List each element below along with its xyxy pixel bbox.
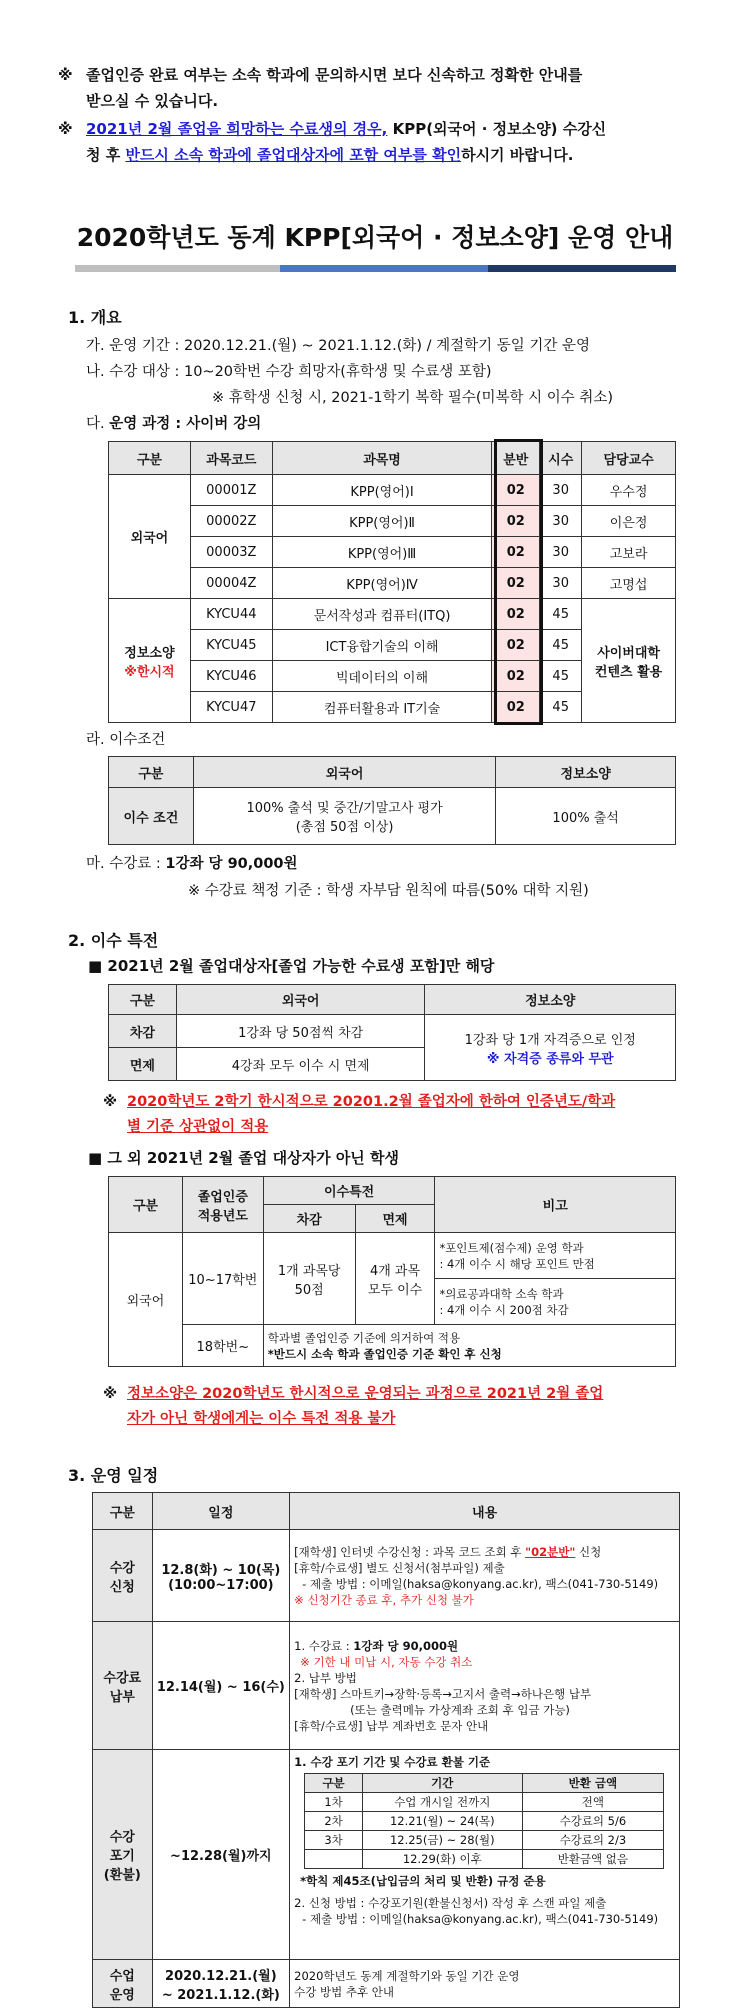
t1-info [425, 1015, 676, 1081]
course-section: 02 [492, 568, 540, 599]
s2-warn-1-line2: 별 기준 상관없이 적용 [127, 1119, 269, 1135]
s3-r3-l4: - 제출 방법 : 이메일(haksa@konyang.ac.kr), 팩스(041-730-5149) [302, 1912, 659, 1926]
t1-th-info: 정보소양 [425, 985, 676, 1015]
course-table [108, 441, 676, 723]
s3-r3-label-2: 포기 [109, 1849, 135, 1864]
t2-r1-note-2 [435, 1279, 676, 1325]
t1-exempt-foreign: 4강좌 모두 이수 시 면제 [176, 1048, 425, 1081]
course-code: 00001Z [190, 475, 272, 506]
s3-r2-label [93, 1622, 153, 1750]
t2-th-exempt: 면제 [355, 1205, 435, 1233]
cond-th-foreign: 외국어 [193, 757, 495, 788]
s3-r1-l4: ※ 신청기간 종료 후, 추가 신청 불가 [294, 1592, 474, 1607]
course-hours: 30 [540, 506, 582, 537]
t2-th-year [182, 1177, 263, 1233]
table-row [305, 1812, 664, 1831]
info-professor [582, 599, 676, 723]
s1-target: 나. 수강 대상 : 10~20학번 수강 희망자(휴학생 및 수료생 포함) [86, 364, 492, 380]
notice-2-highlight: 2021년 2월 졸업을 희망하는 수료생의 경우, [86, 120, 388, 138]
s2-sub2: ■ 그 외 2021년 2월 졸업 대상자가 아닌 학생 [88, 1149, 399, 1167]
t2-th-gubun: 구분 [109, 1177, 183, 1233]
s3-r4-l1: 2020학년도 동계 계절학기와 동일 기간 운영 [294, 1968, 520, 1983]
t2-r1-deduct [263, 1233, 355, 1325]
s3-th-content: 내용 [290, 1493, 680, 1530]
section-2-heading: 2. 이수 특전 [68, 931, 159, 950]
cond-foreign [193, 788, 495, 845]
course-section: 02 [492, 475, 540, 506]
t2-group: 외국어 [109, 1233, 183, 1367]
table-row [93, 1622, 680, 1750]
course-hours: 45 [540, 692, 582, 723]
s3-r4-content [290, 1960, 680, 2008]
s3-r2-l2: ※ 기한 내 미납 시, 자동 수강 취소 [300, 1654, 473, 1669]
th-hours: 시수 [540, 442, 582, 475]
t2-r1-note-2-a: *의료공과대학 소속 학과 [439, 1286, 564, 1301]
th-gubun: 구분 [109, 442, 191, 475]
table-row [305, 1850, 664, 1869]
group-foreign: 외국어 [109, 475, 191, 599]
t2-r1-exempt [355, 1233, 435, 1325]
table-row [109, 568, 676, 599]
s2-warn-2-mark: ※ [103, 1386, 118, 1402]
table-row [93, 1750, 680, 1960]
section-column-highlight [494, 439, 543, 725]
s3-r1-date [152, 1530, 290, 1622]
cond-label: 이수 조건 [109, 788, 194, 845]
course-section: 02 [492, 661, 540, 692]
s1-condition-label: 라. 이수조건 [86, 732, 166, 748]
notice-1 [58, 62, 698, 114]
t2-r1-note-1-a: *포인트제(점수제) 운영 학과 [439, 1240, 584, 1255]
t2-r1-year: 10~17학번 [182, 1233, 263, 1325]
refund-amount: 전액 [522, 1793, 664, 1812]
t2-th-year-1: 졸업인증 [197, 1189, 248, 1205]
s3-th-date: 일정 [152, 1493, 290, 1530]
t1-deduct-label: 차감 [109, 1015, 177, 1048]
s3-r1-l1-b: "02분반" [525, 1544, 576, 1559]
course-hours: 30 [540, 568, 582, 599]
t2-th-deduct: 차감 [263, 1205, 355, 1233]
refund-amount: 수강료의 5/6 [522, 1812, 664, 1831]
t1-th-foreign: 외국어 [176, 985, 425, 1015]
th-code: 과목코드 [190, 442, 272, 475]
t2-r2-text-2: *반드시 소속 학과 졸업인증 기준 확인 후 신청 [267, 1346, 502, 1361]
notice-2-highlight-2: 반드시 소속 학과에 졸업대상자에 포함 여부를 확인 [125, 146, 462, 164]
t2-r1-deduct-1: 1개 과목당 [277, 1263, 341, 1279]
s3-r3-content [290, 1750, 680, 1960]
s3-r1-content [290, 1530, 680, 1622]
s3-r1-date-2: (10:00~17:00) [168, 1577, 274, 1593]
refund-kind [305, 1850, 363, 1869]
t2-r1-note-1-b: : 4개 이수 시 해당 포인트 만점 [439, 1256, 595, 1271]
s1-period: 가. 운영 기간 : 2020.12.21.(월) ~ 2021.1.12.(화) / 계절학기 동일 기간 운영 [86, 338, 591, 354]
s2-warn-2-line1: 정보소양은 2020학년도 한시적으로 운영되는 과정으로 2021년 2월 졸업 [127, 1386, 604, 1402]
course-name: KPP(영어)Ⅰ [272, 475, 492, 506]
s3-r2-l1-a: 1. 수강료 : [294, 1638, 354, 1653]
s3-r1-date-1: 12.8(화) ~ 10(목) [161, 1562, 281, 1578]
course-section: 02 [492, 506, 540, 537]
notice-2 [58, 116, 698, 168]
s1-fee-bold: 1강좌 당 90,000원 [165, 856, 298, 872]
cond-th-gubun: 구분 [109, 757, 194, 788]
s3-r1-label-1: 수강 [109, 1560, 135, 1576]
table-row [109, 788, 676, 845]
t2-r1-note-1 [435, 1233, 676, 1279]
table-row [109, 1233, 676, 1279]
s3-r1-label [93, 1530, 153, 1622]
s3-r2-content [290, 1622, 680, 1750]
course-professor: 고명섭 [582, 568, 676, 599]
course-section: 02 [492, 692, 540, 723]
table-row [305, 1831, 664, 1850]
table-row [93, 1530, 680, 1622]
s1-course-bold: 운영 과정 : 사이버 강의 [109, 416, 262, 432]
benefit-table-2 [108, 1176, 676, 1367]
s3-r4-label [93, 1960, 153, 2008]
s1-fee-prefix: 마. 수강료 : [86, 856, 166, 872]
s3-r2-l1-b: 1강좌 당 90,000원 [353, 1638, 459, 1653]
notice-2-text-2: 청 후 [86, 146, 126, 164]
th-section: 분반 [492, 442, 540, 475]
course-code: KYCU46 [190, 661, 272, 692]
s1-course-prefix: 다. [86, 416, 110, 432]
th-name: 과목명 [272, 442, 492, 475]
s3-r2-label-2: 납부 [109, 1689, 135, 1705]
s3-r1-label-2: 신청 [109, 1579, 135, 1595]
s3-r3-label-3: (환불) [103, 1868, 141, 1883]
s3-r4-date-2: ~ 2021.1.12.(화) [161, 1987, 280, 2003]
s3-r2-l5: (또는 출력메뉴 가상계좌 조회 후 입금 가능) [350, 1702, 570, 1717]
table-row [109, 506, 676, 537]
s3-r4-label-1: 수업 [109, 1968, 135, 1984]
benefit-table-1 [108, 984, 676, 1081]
notice-1-line2: 받으실 수 있습니다. [86, 92, 219, 110]
page-title: 2020학년도 동계 KPP[외국어 · 정보소양] 운영 안내 [76, 223, 674, 252]
t2-r2-text-1: 학과별 졸업인증 기준에 의거하여 적용 [267, 1330, 461, 1345]
s1-target-note: ※ 휴학생 신청 시, 2021-1학기 복학 필수(미복학 시 이수 취소) [212, 390, 614, 406]
condition-table [108, 756, 676, 845]
t1-deduct-foreign: 1강좌 당 50점씩 차감 [176, 1015, 425, 1048]
course-professor: 고보라 [582, 537, 676, 568]
table-row [109, 599, 676, 630]
t1-info-2: ※ 자격증 종류와 무관 [486, 1051, 614, 1067]
t2-r1-deduct-2: 50점 [294, 1282, 324, 1298]
s3-r3-label-1: 수강 [109, 1830, 135, 1845]
refund-table [304, 1773, 664, 1869]
course-section: 02 [492, 599, 540, 630]
s2-warn-2-line2: 자가 아닌 학생에게는 이수 특전 적용 불가 [127, 1411, 396, 1427]
t2-r2-text [263, 1325, 675, 1367]
cond-foreign-2: (총점 50점 이상) [295, 820, 394, 835]
cond-info: 100% 출석 [496, 788, 676, 845]
refund-period: 12.21(월) ~ 24(목) [362, 1812, 522, 1831]
t2-th-year-2: 적용년도 [197, 1208, 248, 1224]
s3-r2-l6: [휴학/수료생] 납부 계좌번호 문자 안내 [294, 1718, 489, 1733]
s2-warn-1-line1: 2020학년도 2학기 한시적으로 20201.2월 졸업자에 한하여 인증년도/학과 [127, 1094, 616, 1110]
notice-2-text-3: 하시기 바랍니다. [461, 146, 574, 164]
refund-kind: 1차 [305, 1793, 363, 1812]
s2-sub1: ■ 2021년 2월 졸업대상자[졸업 가능한 수료생 포함]만 해당 [88, 957, 495, 975]
s3-r2-label-1: 수강료 [103, 1670, 142, 1686]
info-professor-2: 컨텐츠 활용 [594, 664, 663, 680]
course-code: 00002Z [190, 506, 272, 537]
s1-course-label [86, 412, 261, 433]
s2-warn-2 [103, 1382, 693, 1432]
th-professor: 담당교수 [582, 442, 676, 475]
s2-warn-1-mark: ※ [103, 1094, 118, 1110]
course-section: 02 [492, 537, 540, 568]
s3-r1-l3: - 제출 방법 : 이메일(haksa@konyang.ac.kr), 팩스(041-730-5149) [302, 1576, 659, 1591]
t2-th-benefit: 이수특전 [263, 1177, 435, 1205]
s3-r3-l2: *학칙 제45조(납입금의 처리 및 반환) 규정 준용 [300, 1874, 546, 1888]
refund-th-period: 기간 [362, 1774, 522, 1793]
course-code: KYCU45 [190, 630, 272, 661]
table-row [109, 1325, 676, 1367]
refund-amount: 반환금액 없음 [522, 1850, 664, 1869]
title-bar-navy [488, 265, 676, 272]
s3-r1-l1-a: [재학생] 인터넷 수강신청 : 과목 코드 조회 후 [294, 1544, 526, 1559]
course-name: 컴퓨터활용과 IT기술 [272, 692, 492, 723]
schedule-table [92, 1492, 680, 2008]
s3-r1-l2: [휴학/수료생] 별도 신청서(첨부파일) 제출 [294, 1560, 505, 1575]
s3-r3-label [93, 1750, 153, 1960]
t2-r1-exempt-2: 모두 이수 [367, 1282, 423, 1298]
s3-r2-date: 12.14(월) ~ 16(수) [152, 1622, 290, 1750]
s3-r2-l3: 2. 납부 방법 [294, 1670, 357, 1685]
cond-foreign-1: 100% 출석 및 중간/기말고사 평가 [246, 801, 443, 816]
course-section: 02 [492, 630, 540, 661]
refund-period: 12.29(화) 이후 [362, 1850, 522, 1869]
table-row [109, 1015, 676, 1048]
s2-warn-1 [103, 1090, 693, 1140]
section-3-heading: 3. 운영 일정 [68, 1466, 159, 1485]
t2-r2-year: 18학번~ [182, 1325, 263, 1367]
section-1-heading: 1. 개요 [68, 308, 122, 327]
title-bar-gray [75, 265, 280, 272]
course-hours: 45 [540, 599, 582, 630]
t2-th-note: 비고 [435, 1177, 676, 1233]
notice-1-line1: 졸업인증 완료 여부는 소속 학과에 문의하시면 보다 신속하고 정확한 안내를 [86, 66, 583, 84]
s3-r4-date [152, 1960, 290, 2008]
course-professor: 이은정 [582, 506, 676, 537]
cond-th-info: 정보소양 [496, 757, 676, 788]
t2-r1-exempt-1: 4개 과목 [369, 1263, 421, 1279]
title-bar-blue [280, 265, 488, 272]
course-hours: 30 [540, 475, 582, 506]
course-hours: 45 [540, 661, 582, 692]
table-row [109, 537, 676, 568]
course-code: 00003Z [190, 537, 272, 568]
table-row [93, 1960, 680, 2008]
s3-th-gubun: 구분 [93, 1493, 153, 1530]
s3-r4-date-1: 2020.12.21.(월) [165, 1968, 277, 1984]
refund-kind: 2차 [305, 1812, 363, 1831]
s3-r3-l1: 1. 수강 포기 기간 및 수강료 환불 기준 [294, 1755, 491, 1769]
group-info-label: 정보소양 [124, 645, 175, 661]
group-info-temporary: ※한시적 [124, 664, 175, 680]
course-code: KYCU47 [190, 692, 272, 723]
course-code: KYCU44 [190, 599, 272, 630]
s1-fee-note: ※ 수강료 책정 기준 : 학생 자부담 원칙에 따름(50% 대학 지원) [188, 883, 589, 899]
course-hours: 45 [540, 630, 582, 661]
t1-info-1: 1강좌 당 1개 자격증으로 인정 [464, 1032, 636, 1048]
course-name: KPP(영어)Ⅲ [272, 537, 492, 568]
refund-th-gubun: 구분 [305, 1774, 363, 1793]
info-professor-1: 사이버대학 [597, 645, 660, 661]
refund-amount: 수강료의 2/3 [522, 1831, 664, 1850]
t1-exempt-label: 면제 [109, 1048, 177, 1081]
notice-2-text: KPP(외국어 · 정보소양) 수강신 [387, 120, 607, 138]
table-row [305, 1793, 664, 1812]
course-hours: 30 [540, 537, 582, 568]
course-name: KPP(영어)Ⅳ [272, 568, 492, 599]
refund-period: 수업 개시일 전까지 [362, 1793, 522, 1812]
course-name: 문서작성과 컴퓨터(ITQ) [272, 599, 492, 630]
group-info [109, 599, 191, 723]
notice-2-mark: ※ [58, 120, 73, 138]
s3-r4-label-2: 운영 [109, 1987, 135, 2003]
refund-period: 12.25(금) ~ 28(월) [362, 1831, 522, 1850]
course-name: KPP(영어)Ⅱ [272, 506, 492, 537]
s3-r3-l3: 2. 신청 방법 : 수강포기원(환불신청서) 작성 후 스캔 파일 제출 [294, 1896, 607, 1910]
s3-r3-date: ~12.28(월)까지 [152, 1750, 290, 1960]
course-code: 00004Z [190, 568, 272, 599]
refund-th-amount: 반환 금액 [522, 1774, 664, 1793]
table-row [109, 475, 676, 506]
s3-r2-l4: [재학생] 스마트키→장학·등록→고지서 출력→하나은행 납부 [294, 1686, 592, 1701]
s3-r1-l1-c: 신청 [575, 1544, 602, 1559]
t2-r1-note-2-b: : 4개 이수 시 200점 차감 [439, 1302, 569, 1317]
s3-r4-l2: 수강 방법 추후 안내 [294, 1984, 394, 1999]
s1-fee [86, 852, 298, 873]
course-name: ICT융합기술의 이해 [272, 630, 492, 661]
notice-1-mark: ※ [58, 66, 73, 84]
course-professor: 우수정 [582, 475, 676, 506]
t1-th-gubun: 구분 [109, 985, 177, 1015]
course-table-header [109, 442, 676, 475]
course-name: 빅데이터의 이해 [272, 661, 492, 692]
refund-kind: 3차 [305, 1831, 363, 1850]
